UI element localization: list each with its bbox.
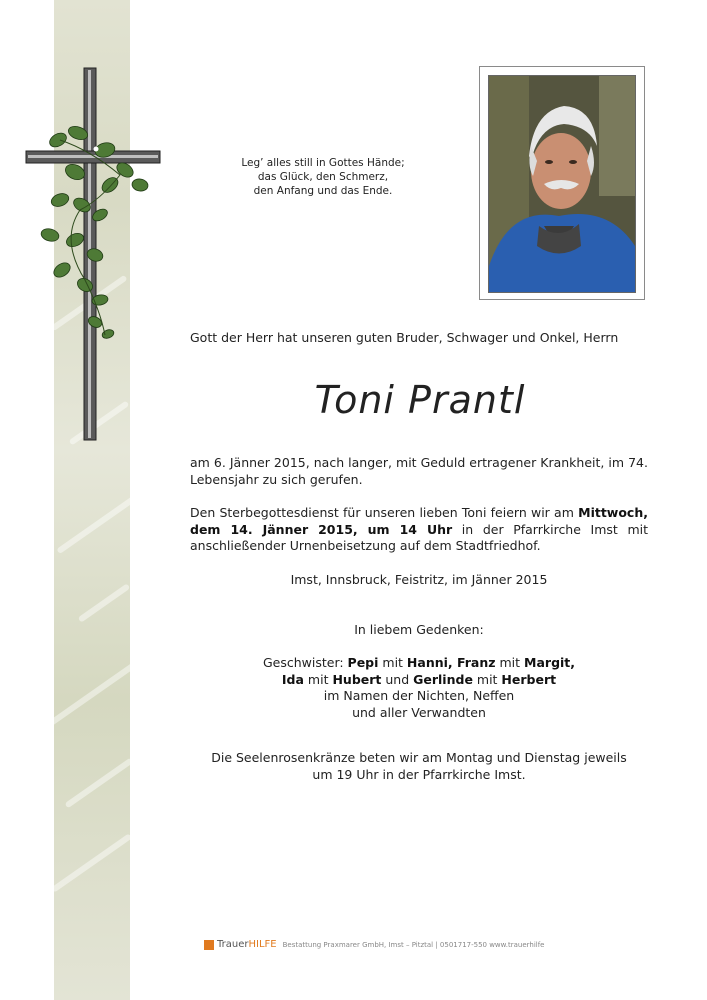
portrait-frame — [479, 66, 645, 300]
place-date: Imst, Innsbruck, Feistritz, im Jänner 2015 — [290, 572, 548, 587]
family-list — [190, 655, 648, 721]
quote-verse — [228, 156, 418, 198]
portrait-photo — [488, 75, 636, 293]
footer-contact: Bestattung Praxmarer GmbH, Imst – Pitztal | 0501717-550 www.trauerhilfe — [282, 940, 545, 949]
memory-heading: In liebem Gedenken: — [354, 622, 484, 637]
footer-brand: TrauerHILFE — [217, 939, 277, 950]
deceased-name: Toni Prantl — [314, 378, 526, 422]
trauerhilfe-logo-icon — [204, 940, 214, 950]
intro-text: Gott der Herr hat unseren guten Bruder, Schwager und Onkel, Herrn — [190, 330, 619, 345]
family-line-3: im Namen der Nichten, Neffen — [323, 688, 515, 703]
service-date: Mittwoch, dem 14. Jänner 2015, um 14 Uhr — [190, 505, 648, 537]
quote-line: das Glück, den Schmerz, — [257, 171, 389, 183]
death-notice-text: am 6. Jänner 2015, nach langer, mit Geduld ertragener Krankheit, im 74. Lebensjahr zu sich gerufen. — [190, 455, 648, 487]
quote-line: Leg’ alles still in Gottes Hände; — [241, 157, 405, 169]
footer — [204, 939, 544, 950]
cross-with-ivy-icon — [0, 0, 200, 460]
family-line-4: und aller Verwandten — [352, 704, 486, 720]
quote-line: den Anfang und das Ende. — [253, 185, 393, 197]
family-line-2: Ida mit Hubert und Gerlinde mit Herbert — [281, 671, 557, 687]
rosary-notice: Die Seelenrosenkränze beten wir am Montag und Dienstag jeweils um 19 Uhr in der Pfarrkirche Imst. — [211, 750, 627, 782]
service-text: Den Sterbegottesdienst für unseren lieben Toni feiern wir am Mittwoch, dem 14. Jänner 2015, um 14 Uhr in der Pfarrkirche Imst mit anschließender Urnenbeisetzung auf dem Stadtfriedhof. — [190, 505, 648, 553]
family-line-1: Geschwister: Pepi mit Hanni, Franz mit Margit, — [262, 655, 576, 670]
